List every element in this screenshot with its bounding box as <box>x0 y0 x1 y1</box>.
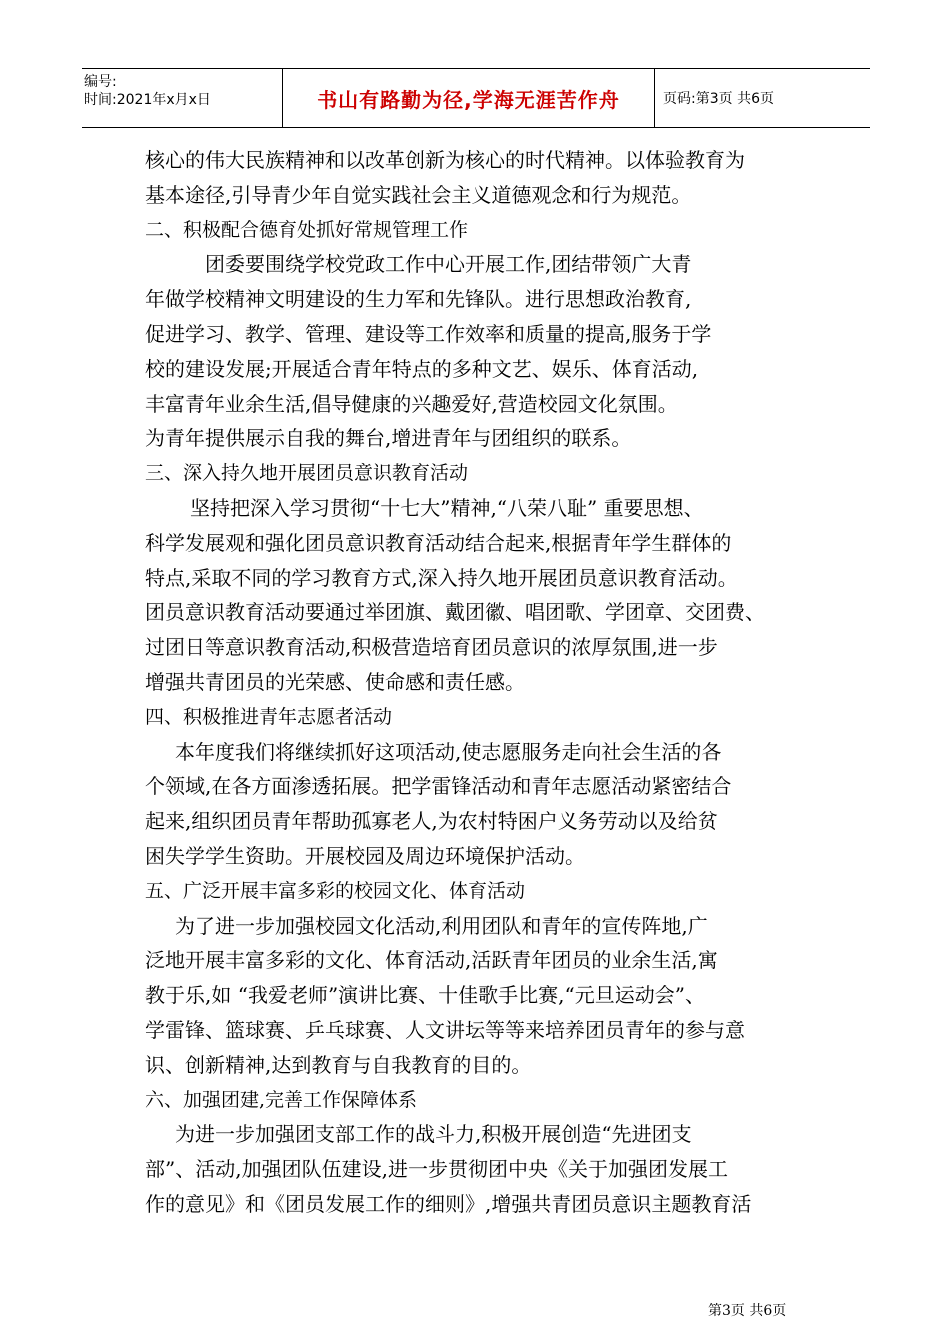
paragraph-line: 团员意识教育活动要通过举团旗、戴团徽、唱团歌、学团章、交团费、 <box>145 600 765 625</box>
paragraph-line: 个领域,在各方面渗透拓展。把学雷锋活动和青年志愿活动紧密结合 <box>145 774 732 799</box>
paragraph-line: 泛地开展丰富多彩的文化、体育活动,活跃青年团员的业余生活,寓 <box>145 948 718 973</box>
paragraph-line: 特点,采取不同的学习教育方式,深入持久地开展团员意识教育活动。 <box>145 565 738 590</box>
section-heading: 三、深入持久地开展团员意识教育活动 <box>145 462 469 485</box>
document-date-label: 时间:2021年x月x日 <box>84 92 211 108</box>
paragraph-line: 过团日等意识教育活动,积极营造培育团员意识的浓厚氛围,进一步 <box>145 635 718 660</box>
paragraph-line: 起来,组织团员青年帮助孤寡老人,为农村特困户义务劳动以及给贫 <box>145 809 718 834</box>
section-heading: 二、积极配合德育处抓好常规管理工作 <box>145 218 469 241</box>
document-body <box>145 143 815 1222</box>
paragraph-line: 团委要围绕学校党政工作中心开展工作,团结带领广大青 <box>205 252 692 277</box>
paragraph-line: 本年度我们将继续抓好这项活动,使志愿服务走向社会生活的各 <box>175 739 722 764</box>
paragraph-line: 为青年提供展示自我的舞台,增进青年与团组织的联系。 <box>145 426 632 451</box>
page-header <box>82 68 870 128</box>
paragraph-line: 坚持把深入学习贯彻“十七大”精神,“八荣八耻” 重要思想、 <box>190 495 704 520</box>
paragraph-line: 部”、活动,加强团队伍建设,进一步贯彻团中央《关于加强团发展工 <box>145 1157 728 1182</box>
paragraph-line: 促进学习、教学、管理、建设等工作效率和质量的提高,服务于学 <box>145 321 712 346</box>
paragraph-line: 识、创新精神,达到教育与自我教育的目的。 <box>145 1052 532 1077</box>
paragraph-line: 核心的伟大民族精神和以改革创新为核心的时代精神。以体验教育为 <box>145 148 745 172</box>
header-motto: 书山有路勤为径,学海无涯苦作舟 <box>283 69 655 127</box>
paragraph-line: 为进一步加强团支部工作的战斗力,积极开展创造“先进团支 <box>175 1122 692 1147</box>
paragraph-line: 丰富青年业余生活,倡导健康的兴趣爱好,营造校园文化氛围。 <box>145 391 678 416</box>
paragraph-line: 年做学校精神文明建设的生力军和先锋队。进行思想政治教育, <box>145 287 692 312</box>
paragraph-line: 科学发展观和强化团员意识教育活动结合起来,根据青年学生群体的 <box>145 530 732 555</box>
paragraph-line: 困失学学生资助。开展校园及周边环境保护活动。 <box>145 843 585 868</box>
paragraph-line: 基本途径,引导青少年自觉实践社会主义道德观念和行为规范。 <box>145 182 692 207</box>
paragraph-line: 教于乐,如 “我爱老师”演讲比赛、十佳歌手比赛,“元旦运动会”、 <box>145 983 705 1008</box>
section-heading: 四、积极推进青年志愿者活动 <box>145 705 393 728</box>
paragraph-line: 学雷锋、篮球赛、乒乓球赛、人文讲坛等等来培养团员青年的参与意 <box>145 1017 745 1042</box>
paragraph-line: 作的意见》和《团员发展工作的细则》,增强共青团员意识主题教育活 <box>145 1191 752 1216</box>
section-heading: 六、加强团建,完善工作保障体系 <box>145 1088 418 1111</box>
footer-page-number: 第3页 共6页 <box>708 1303 787 1319</box>
paragraph-line: 校的建设发展;开展适合青年特点的多种文艺、娱乐、体育活动, <box>145 356 699 381</box>
paragraph-line: 为了进一步加强校园文化活动,利用团队和青年的宣传阵地,广 <box>175 913 708 938</box>
document-number-label: 编号: <box>84 74 117 90</box>
header-info-cell <box>82 69 283 127</box>
header-page-number: 页码:第3页 共6页 <box>663 91 774 107</box>
paragraph-line: 增强共青团员的光荣感、使命感和责任感。 <box>145 669 525 694</box>
section-heading: 五、广泛开展丰富多彩的校园文化、体育活动 <box>145 879 526 902</box>
